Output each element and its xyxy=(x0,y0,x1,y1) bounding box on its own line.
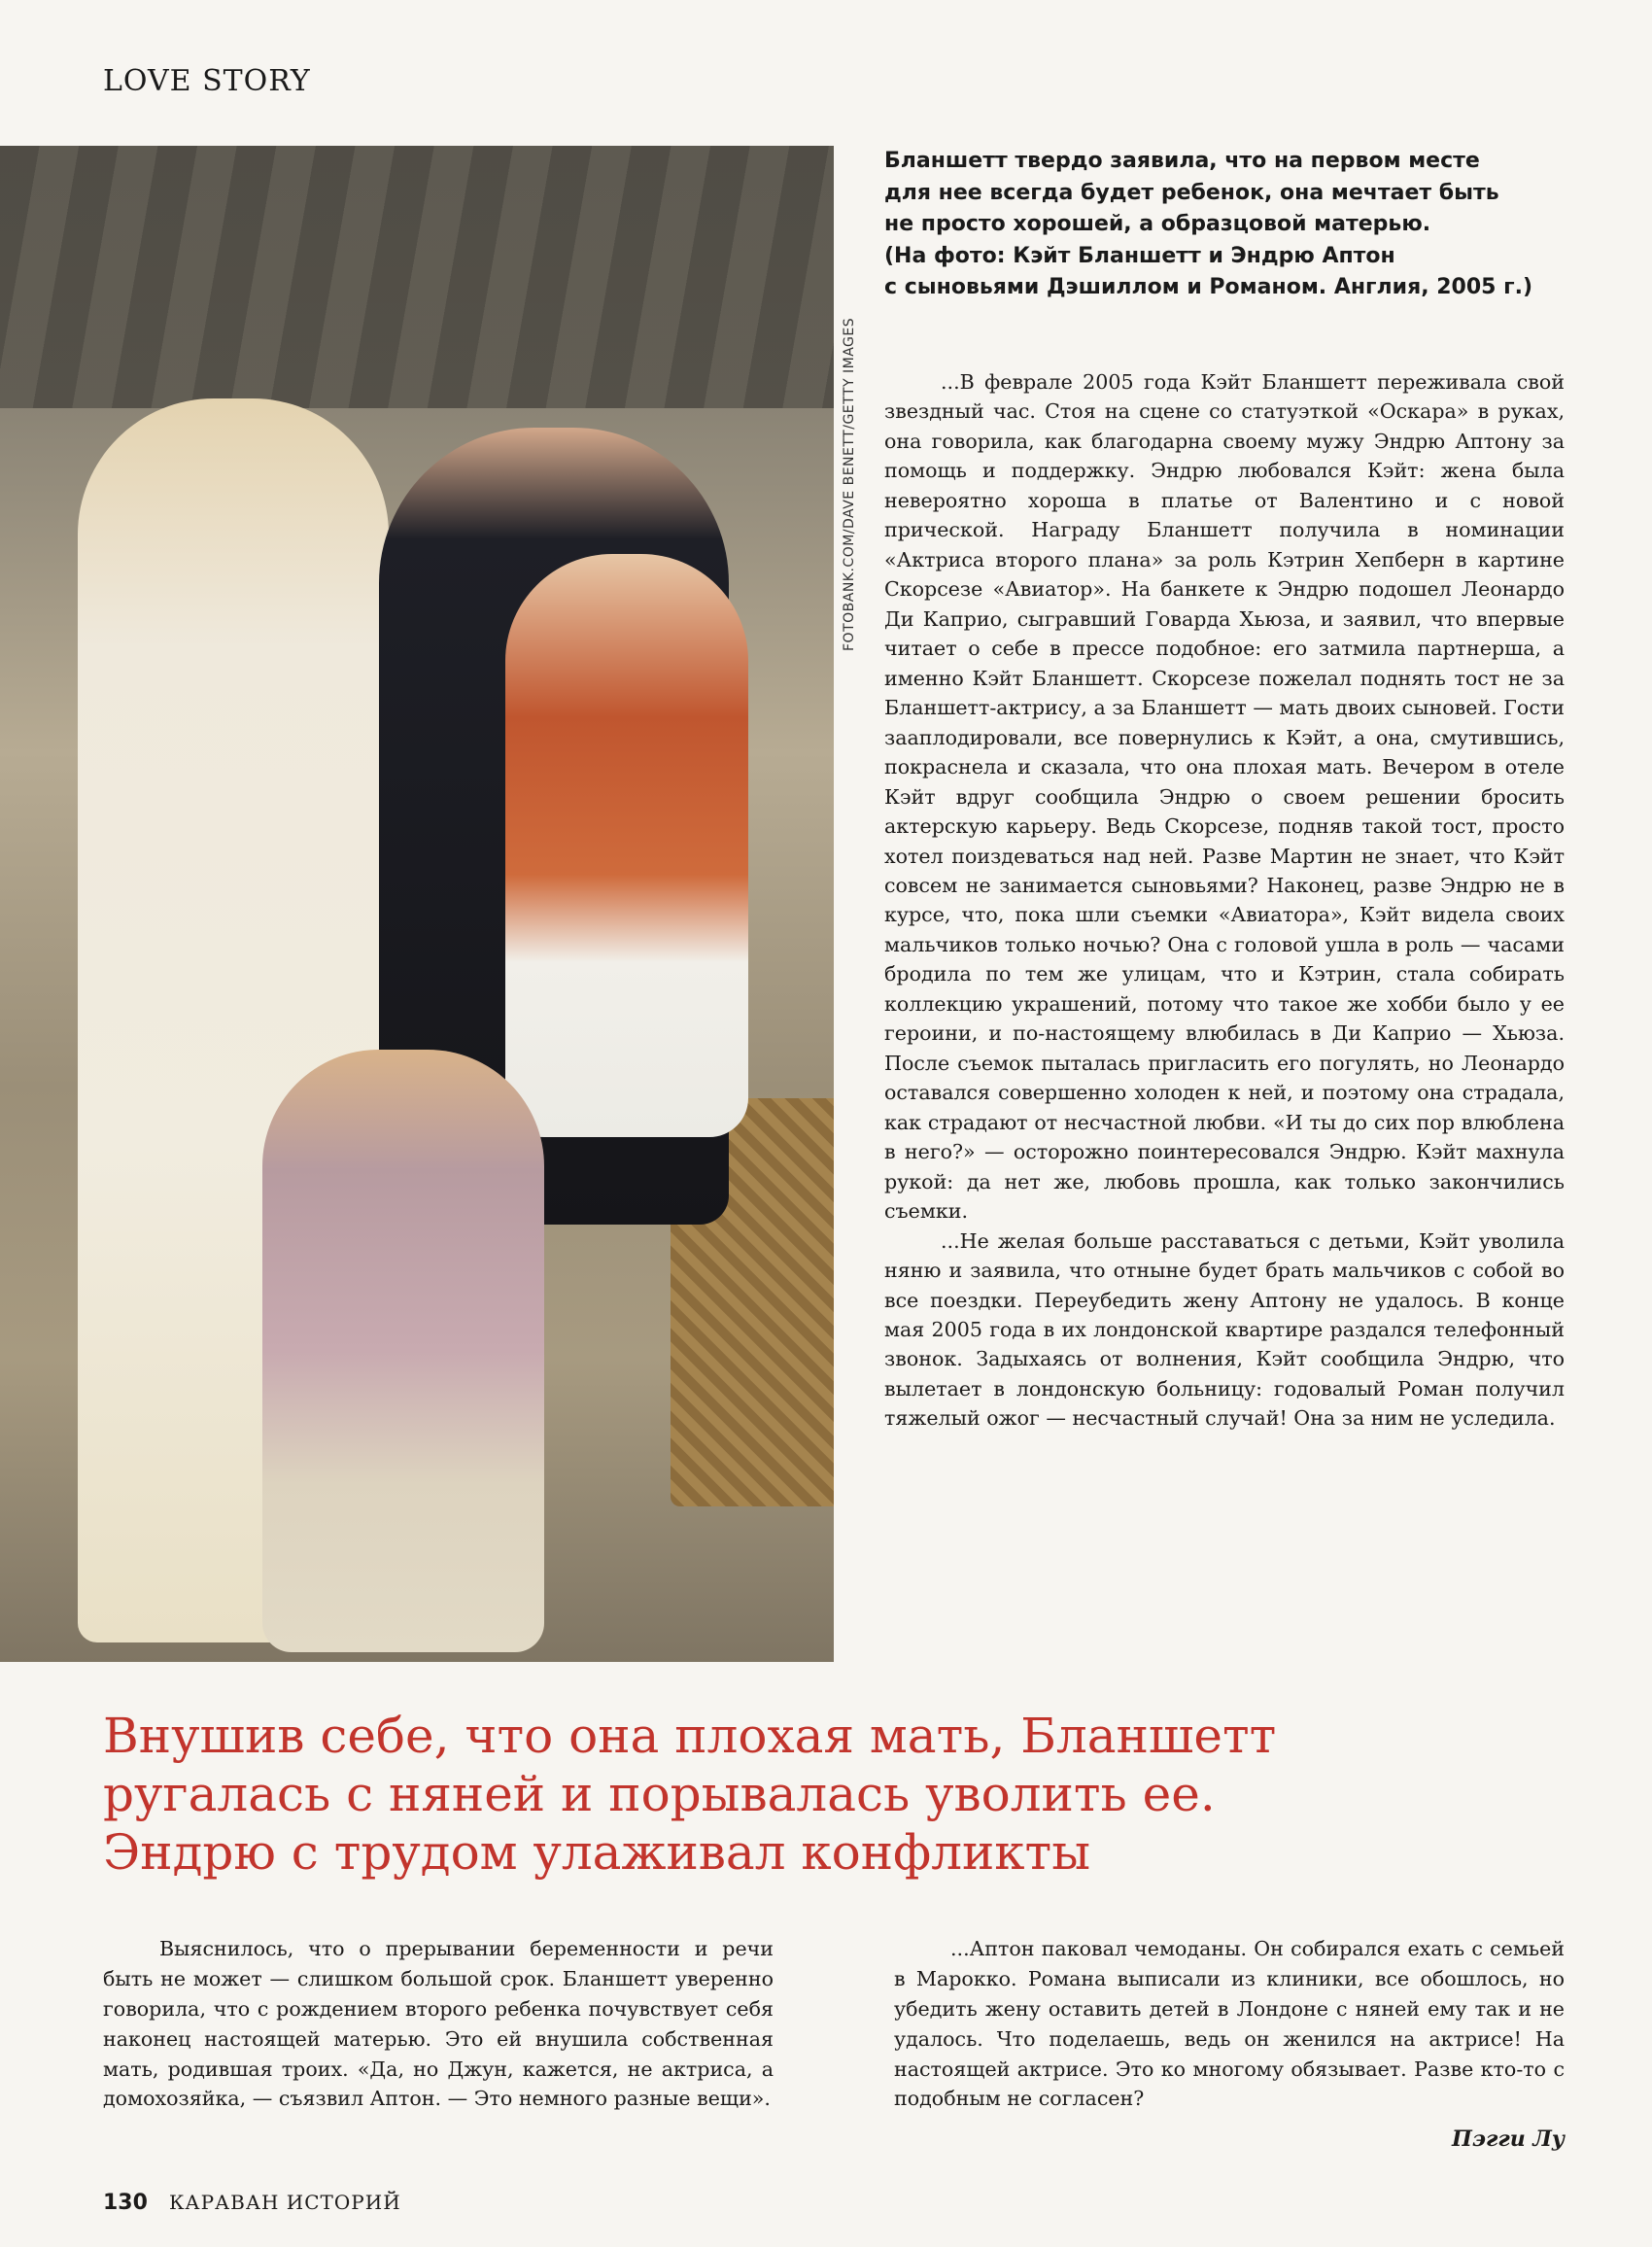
pull-quote-line: Эндрю с трудом улаживал конфликты xyxy=(103,1824,1090,1881)
photo-caption xyxy=(884,146,1565,304)
section-title: LOVE STORY xyxy=(103,64,311,98)
page-number: 130 xyxy=(103,2191,148,2215)
author-signature: Пэгги Лу xyxy=(1452,2126,1565,2152)
article-paragraph: ...В феврале 2005 года Кэйт Бланшетт переживала свой звездный час. Стоя на сцене со статуэткой «Оскара» в руках, она говорила, как благодарна своему мужу Эндрю Аптону за помощь и поддержку. Эндрю любовался Кэйт: жена была невероятно хороша в платье от Валентино и с новой прической. Награду Бланшетт получила в номинации «Актриса второго плана» за роль Кэтрин Хепберн в картине Скорсезе «Авиатор». На банкете к Эндрю подошел Леонардо Ди Каприо, сыгравший Говарда Хьюза, и заявил, что впервые читает о себе в прессе подобное: его затмила партнерша, а именно Кэйт Бланшетт. Скорсезе пожелал поднять тост не за Бланшетт-актрису, а за Бланшетт — мать двоих сыновей. Гости зааплодировали, все повернулись к Кэйт, а она, смутившись, покраснела и сказала, что она плохая мать. Вечером в отеле Кэйт вдруг сообщила Эндрю о своем решении бросить актерскую карьеру. Ведь Скорсезе, подняв такой тост, просто хотел поиздеваться над ней. Разве Мартин не знает, что Кэйт совсем не занимается сыновьями? Наконец, разве Эндрю не в курсе, что, пока шли съемки «Авиатора», Кэйт видела своих мальчиков только ночью? Она с головой ушла в роль — часами бродила по тем же улицам, что и Кэтрин, стала собирать коллекцию украшений, потому что такое же хобби было у ее героини, и по-настоящему влюбилась в Ди Каприо — Хьюза. После съемок пыталась пригласить его погулять, но Леонардо оставался совершенно холоден к ней, и поэтому она страдала, как страдают от несчастной любви. «И ты до сих пор влюблена в него?» — осторожно поинтересовался Эндрю. Кэйт махнула рукой: да нет же, любовь прошла, как только закончились съемки. xyxy=(884,370,1565,1224)
photo-tent-ceiling xyxy=(0,146,834,408)
article-bottom-right-column xyxy=(894,1934,1565,2114)
photo-baby-figure xyxy=(505,554,748,1137)
caption-line: не просто хорошей, а образцовой матерью. xyxy=(884,212,1431,237)
page-footer xyxy=(103,2191,401,2215)
caption-line: (На фото: Кэйт Бланшетт и Эндрю Аптон xyxy=(884,243,1395,268)
magazine-name: КАРАВАН ИСТОРИЙ xyxy=(168,2191,401,2214)
pull-quote-line: Внушив себе, что она плохая мать, Бланшетт xyxy=(103,1708,1277,1764)
photo-credit: FOTOBANK.COM/DAVE BENETT/GETTY IMAGES xyxy=(842,317,857,651)
article-right-column xyxy=(884,367,1565,1434)
article-bottom-left-column xyxy=(103,1934,774,2114)
article-paragraph: Выяснилось, что о прерывании беременности и речи быть не может — слишком большой срок. Бланшетт уверенно говорила, что с рождением второго ребенка почувствует себя наконец настоящей матерью. Это ей внушила собственная мать, родившая троих. «Да, но Джун, кажется, не актриса, а домохозяйка, — съязвил Аптон. — Это немного разные вещи». xyxy=(103,1937,774,2111)
pull-quote-line: ругалась с няней и порывалась уволить ее. xyxy=(103,1766,1216,1822)
caption-line: Бланшетт твердо заявила, что на первом месте xyxy=(884,149,1480,173)
article-paragraph: ...Не желая больше расставаться с детьми, Кэйт уволила няню и заявила, что отныне будет брать мальчиков с собой во все поездки. Переубедить жену Аптону не удалось. В конце мая 2005 года в их лондонской квартире раздался телефонный звонок. Задыхаясь от волнения, Кэйт сообщила Эндрю, что вылетает в лондонскую больницу: годовалый Роман получил тяжелый ожог — несчастный случай! Она за ним не уследила. xyxy=(884,1228,1565,1431)
article-paragraph: ...Аптон паковал чемоданы. Он собирался ехать с семьей в Марокко. Романа выписали из клиники, все обошлось, но убедить жену оставить детей в Лондоне с няней ему так и не удалось. Что поделаешь, ведь он женился на актрисе! На настоящей актрисе. Это ко многому обязывает. Разве кто-то с подобным не согласен? xyxy=(894,1937,1565,2111)
photo-boy-figure xyxy=(262,1050,544,1652)
caption-line: для нее всегда будет ребенок, она мечтает быть xyxy=(884,180,1499,205)
caption-line: с сыновьями Дэшиллом и Романом. Англия, 2005 г.) xyxy=(884,275,1533,300)
pull-quote xyxy=(103,1707,1565,1882)
family-photo xyxy=(0,146,834,1662)
